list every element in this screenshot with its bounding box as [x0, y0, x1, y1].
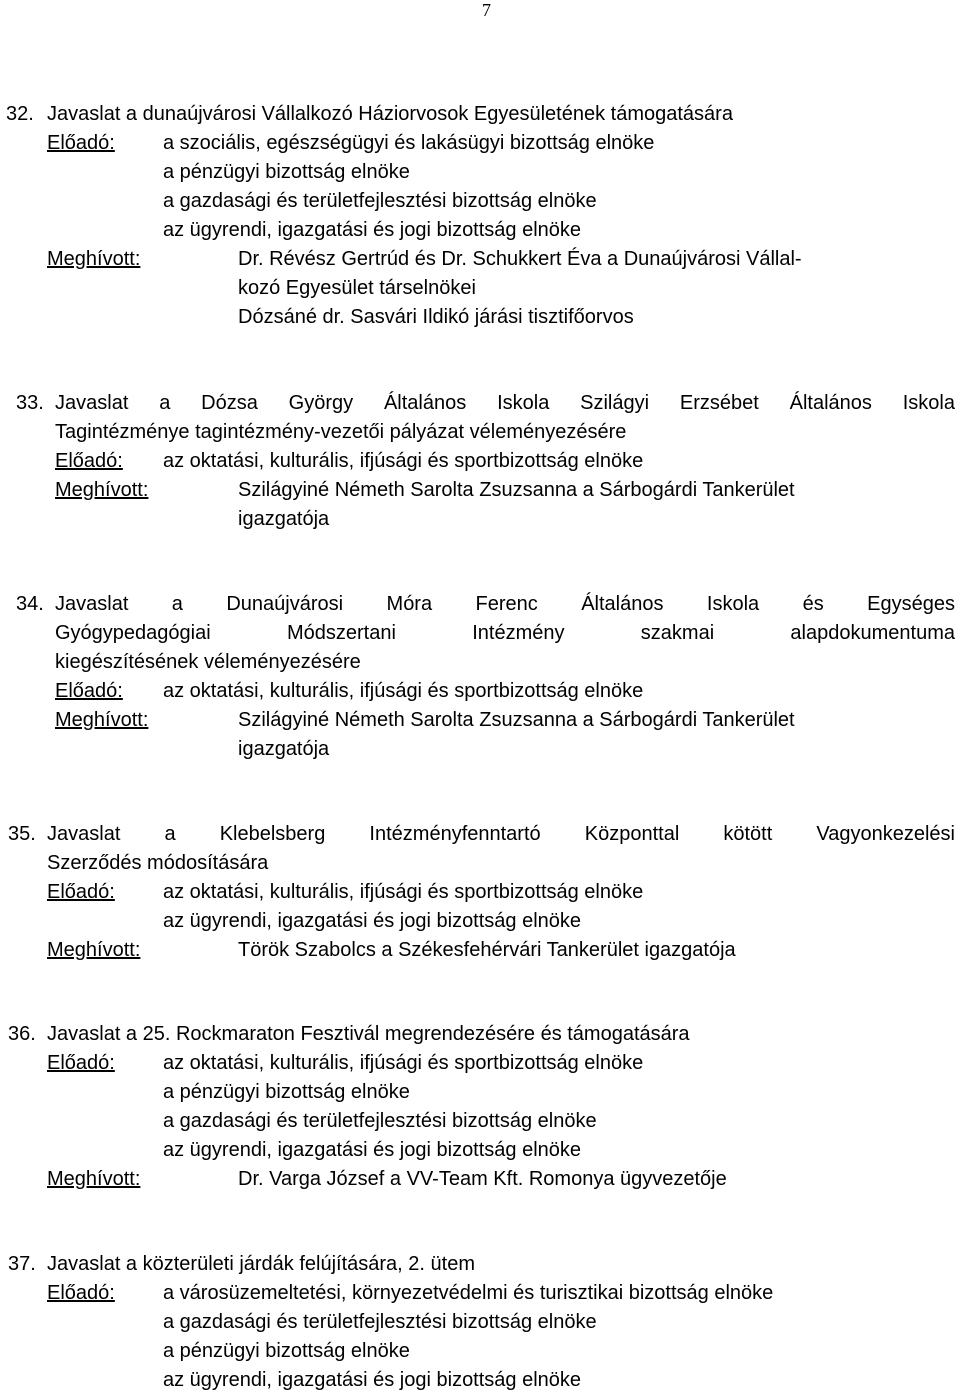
- item-35-presenter-2: az ügyrendi, igazgatási és jogi bizottság elnöke: [163, 910, 582, 932]
- item-37-presenter-2: a gazdasági és területfejlesztési bizottság elnöke: [163, 1311, 597, 1333]
- item-34-invited-2: igazgatója: [238, 738, 330, 760]
- item-34-title-3: kiegészítésének véleményezésére: [55, 651, 361, 673]
- item-34-presenter-1: az oktatási, kulturális, ifjúsági és sportbizottság elnöke: [163, 680, 644, 702]
- item-36-number: 36.: [8, 1023, 36, 1045]
- item-32-presenter-2: a pénzügyi bizottság elnöke: [163, 161, 410, 183]
- item-36-presenter-1: az oktatási, kulturális, ifjúsági és sportbizottság elnöke: [163, 1052, 644, 1074]
- item-36-presenter-4: az ügyrendi, igazgatási és jogi bizottság elnöke: [163, 1139, 582, 1161]
- item-36-invited-1: Dr. Varga József a VV-Team Kft. Romonya ügyvezetője: [238, 1168, 727, 1190]
- item-34-title-1: Javaslat a Dunaújvárosi Móra Ferenc Általános Iskola és Egységes: [55, 593, 955, 615]
- item-32-invited-3: Dózsáné dr. Sasvári Ildikó járási tisztifőorvos: [238, 306, 634, 328]
- item-35-invited-label: Meghívott:: [47, 939, 141, 961]
- item-35-presenter-label: Előadó:: [47, 881, 115, 903]
- item-32-presenter-3: a gazdasági és területfejlesztési bizottság elnöke: [163, 190, 597, 212]
- item-37-presenter-4: az ügyrendi, igazgatási és jogi bizottság elnöke: [163, 1369, 582, 1391]
- item-32-invited-1: Dr. Révész Gertrúd és Dr. Schukkert Éva a Dunaújvárosi Vállal-: [238, 248, 802, 270]
- item-36-presenter-2: a pénzügyi bizottság elnöke: [163, 1081, 410, 1103]
- item-34-number: 34.: [16, 593, 44, 615]
- item-32-invited-2: kozó Egyesület társelnökei: [238, 277, 476, 299]
- item-36-invited-label: Meghívott:: [47, 1168, 141, 1190]
- item-32-number: 32.: [6, 103, 34, 125]
- item-32-presenter-4: az ügyrendi, igazgatási és jogi bizottság elnöke: [163, 219, 582, 241]
- item-32-invited-label: Meghívott:: [47, 248, 141, 270]
- item-35-title-1: Javaslat a Klebelsberg Intézményfenntartó Központtal kötött Vagyonkezelési: [47, 823, 955, 845]
- item-33-invited-label: Meghívott:: [55, 479, 149, 501]
- item-34-title-2: Gyógypedagógiai Módszertani Intézmény szakmai alapdokumentuma: [55, 622, 955, 644]
- page-number: 7: [482, 0, 491, 20]
- item-36-presenter-label: Előadó:: [47, 1052, 115, 1074]
- item-37-presenter-1: a városüzemeltetési, környezetvédelmi és turisztikai bizottság elnöke: [163, 1282, 774, 1304]
- item-32-presenter-label: Előadó:: [47, 132, 115, 154]
- item-36-title: Javaslat a 25. Rockmaraton Fesztivál megrendezésére és támogatására: [47, 1023, 690, 1045]
- item-33-invited-1: Szilágyiné Németh Sarolta Zsuzsanna a Sárbogárdi Tankerület: [238, 479, 795, 501]
- item-33-title-1: Javaslat a Dózsa György Általános Iskola Szilágyi Erzsébet Általános Iskola: [55, 392, 955, 414]
- item-37-presenter-3: a pénzügyi bizottság elnöke: [163, 1340, 410, 1362]
- item-34-presenter-label: Előadó:: [55, 680, 123, 702]
- item-33-presenter-label: Előadó:: [55, 450, 123, 472]
- item-37-title: Javaslat a közterületi járdák felújítására, 2. ütem: [47, 1253, 475, 1275]
- item-35-title-2: Szerződés módosítására: [47, 852, 269, 874]
- item-33-number: 33.: [16, 392, 44, 414]
- item-37-number: 37.: [8, 1253, 36, 1275]
- item-32-title: Javaslat a dunaújvárosi Vállalkozó Háziorvosok Egyesületének támogatására: [47, 103, 733, 125]
- item-33-title-2: Tagintézménye tagintézmény-vezetői pályázat véleményezésére: [55, 421, 627, 443]
- item-34-invited-1: Szilágyiné Németh Sarolta Zsuzsanna a Sárbogárdi Tankerület: [238, 709, 795, 731]
- item-35-invited-1: Török Szabolcs a Székesfehérvári Tankerület igazgatója: [238, 939, 736, 961]
- item-32-presenter-1: a szociális, egészségügyi és lakásügyi bizottság elnöke: [163, 132, 655, 154]
- item-33-invited-2: igazgatója: [238, 508, 330, 530]
- item-36-presenter-3: a gazdasági és területfejlesztési bizottság elnöke: [163, 1110, 597, 1132]
- item-37-presenter-label: Előadó:: [47, 1282, 115, 1304]
- item-33-presenter-1: az oktatási, kulturális, ifjúsági és sportbizottság elnöke: [163, 450, 644, 472]
- item-35-presenter-1: az oktatási, kulturális, ifjúsági és sportbizottság elnöke: [163, 881, 644, 903]
- item-35-number: 35.: [8, 823, 36, 845]
- item-34-invited-label: Meghívott:: [55, 709, 149, 731]
